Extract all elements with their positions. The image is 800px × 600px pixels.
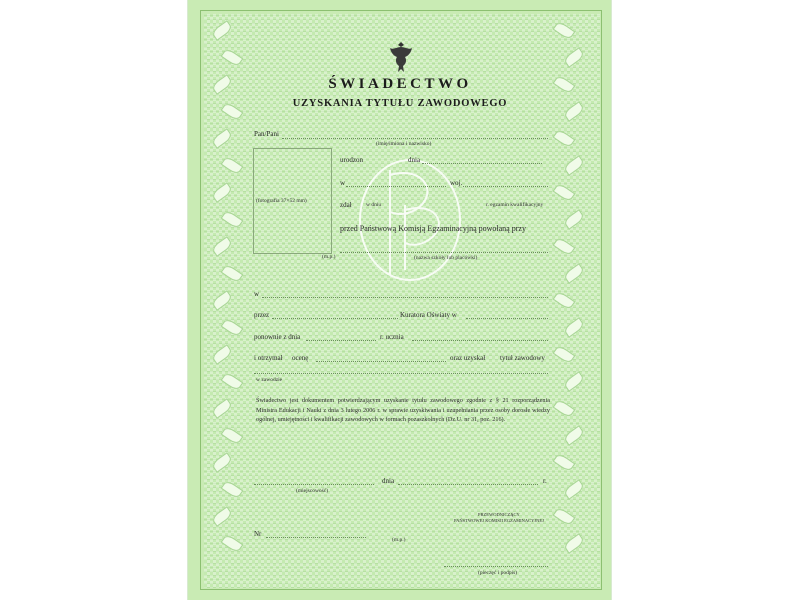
ucznia-line [412,340,548,341]
leaf-ornament [221,425,244,445]
place-line [346,186,446,187]
zdal-label: zdał [340,201,352,209]
leaf-ornament [211,344,234,364]
otrzymal-label: i otrzymał [254,354,283,362]
ukonczenie-label: ponownie z dnia [254,333,301,341]
tytul-line [254,373,548,374]
leaf-ornament [221,155,244,175]
ukonczenie-line [306,340,376,341]
leaf-ornament [563,371,586,391]
chairman-label: PRZEWODNICZĄCY [478,512,520,517]
leaf-ornament [553,182,576,202]
place-date-line [254,484,374,485]
date-line [398,484,538,485]
document-subtitle: UZYSKANIA TYTUŁU ZAWODOWEGO [292,98,508,109]
signature-caption: (pieczęć i podpis) [478,570,518,576]
leaf-ornament [211,236,234,256]
place-caption: (miejscowość) [296,488,329,494]
school-caption: (nazwa szkoły lub placówki) [414,255,478,261]
przez-line [272,318,398,319]
leaf-ornament [553,344,576,364]
leaf-ornament [563,263,586,283]
leaf-ornament [553,290,576,310]
przez-label: przez [254,311,270,319]
signature-line [444,566,548,567]
mp2-label: (m.p.) [392,537,406,543]
w-dniu-label: w dniu [366,202,382,208]
w2-line [262,297,548,298]
leaf-ornament [211,182,234,202]
r-end-label: r. [543,477,547,485]
dnia-label: dnia [382,477,395,485]
nr-label: Nr [254,530,262,538]
leaf-ornament [563,155,586,175]
leaf-ornament [221,263,244,283]
born-line [422,163,542,164]
commission-text: przed Państwową Komisją Egzaminacyjną powołaną przy [340,224,526,233]
leaf-ornament [211,398,234,418]
leaf-ornament [211,290,234,310]
leaf-ornament [211,452,234,472]
ocene-label: ocenę [292,354,309,362]
leaf-ornament [211,128,234,148]
place-w-label: w [340,179,346,187]
leaf-ornament [221,317,244,337]
born-label: urodzon [340,156,363,164]
name-line [282,138,548,139]
document-title: ŚWIADECTWO [328,76,472,92]
kurator-label: Kuratora Oświaty w [400,311,457,319]
chairman-label-2: PAŃSTWOWEJ KOMISJI EGZAMINACYJNEJ [454,518,544,523]
exam-caption: r. egzamin kwalifikacyjny [486,202,544,208]
nr-line [266,537,366,538]
born-day-label: dnia [408,156,421,164]
woj-label: woj. [450,179,463,187]
eagle-emblem-icon [387,38,415,78]
leaf-ornament [553,506,576,526]
leaf-ornament [553,398,576,418]
kurator-line [466,318,548,319]
leaf-ornament [563,425,586,445]
photo-caption: (fotografia 37×52 mm) [256,198,307,204]
leaf-ornament [563,533,586,553]
mp-label: (m.p.) [322,254,336,260]
woj-line [463,186,548,187]
tytul-label: tytuł zawodowy [500,354,545,362]
leaf-ornament [221,533,244,553]
leaf-ornament [563,317,586,337]
leaf-ornament [553,452,576,472]
leaf-ornament [221,209,244,229]
leaf-ornament [563,47,586,67]
leaf-ornament [221,47,244,67]
r-ucznia-label: r. ucznia [380,333,404,341]
certificate-frame [200,10,602,590]
leaf-ornament [563,209,586,229]
leaf-ornament [211,506,234,526]
legal-paragraph: Świadectwo jest dokumentem potwierdzającym uzyskanie tytułu zawodowego zgodnie z § 21 rozporządzenia Ministra Edukacji i Nauki z dnia 3 lutego 2006 r. w sprawie uzyskiwania i uzupełniania przez osoby dorosłe wiedzy ogólnej, umiejętności i kwalifikacji zawodowych w formach pozaszkolnych (Dz.U. nr 31, poz. 216). [256,397,550,423]
leaf-ornament [221,371,244,391]
leaf-ornament [553,236,576,256]
leaf-ornament [221,479,244,499]
uzyskal-label: oraz uzyskał [450,354,486,362]
leaf-ornament [553,128,576,148]
leaf-ornament [563,479,586,499]
rp-monogram-watermark [345,150,478,290]
zawodzie-label: w zawodzie [256,377,283,383]
name-caption: (imię/imiona i nazwisko) [376,141,432,147]
school-line [340,252,548,253]
ocena-line [316,361,446,362]
w2-label: w [254,290,260,298]
pan-pani-label: Pan/Pani [254,130,279,138]
